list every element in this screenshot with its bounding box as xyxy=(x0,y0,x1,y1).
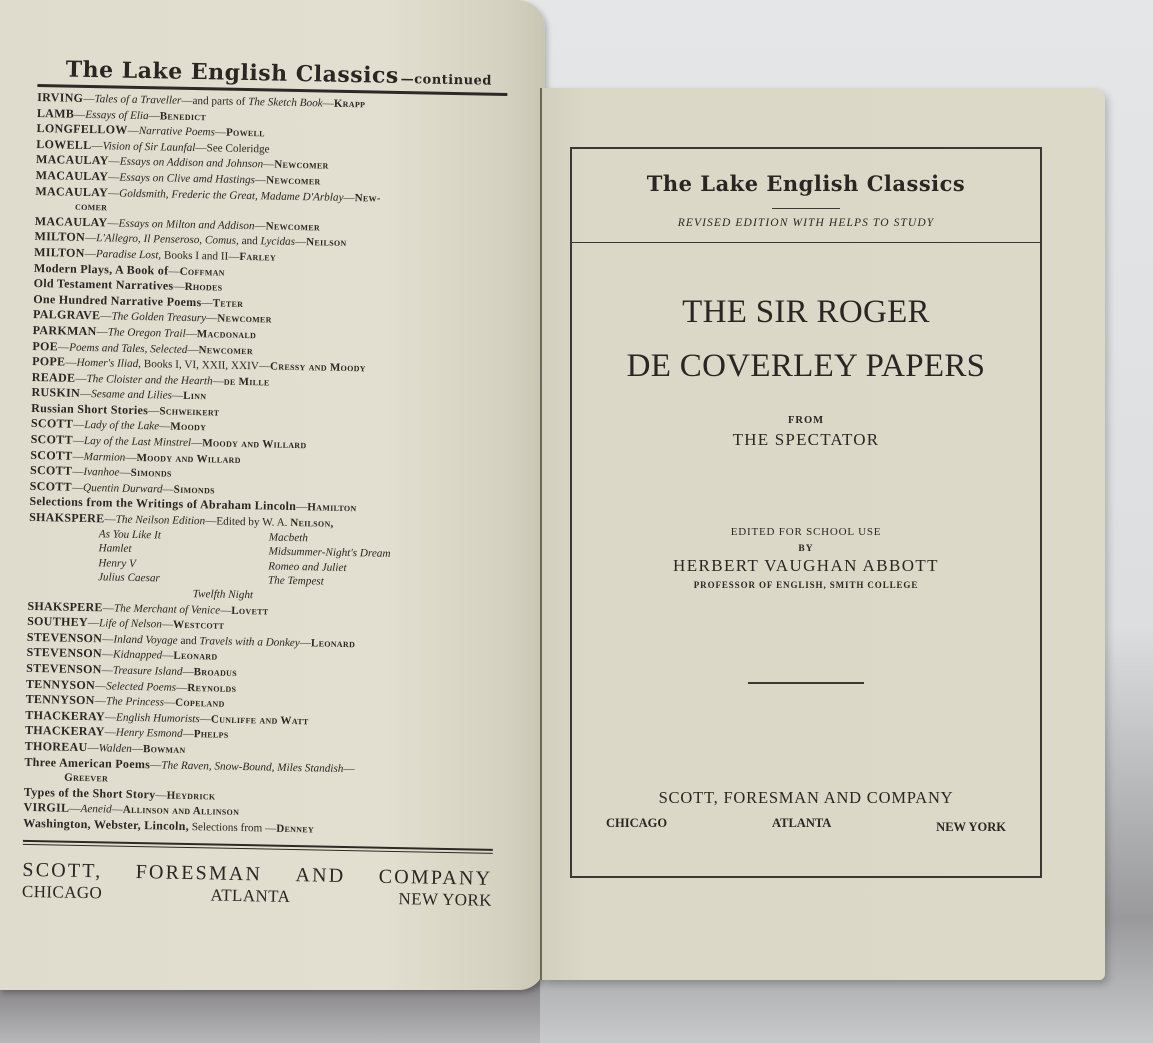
em-dash: — xyxy=(173,280,185,293)
entry-author: SOUTHEY xyxy=(27,614,89,630)
entry-work: Poems and Tales, Selected xyxy=(69,341,188,356)
em-dash: — xyxy=(187,343,199,356)
entry-work: Essays on Clive amd Hastings xyxy=(119,171,256,187)
em-dash: — xyxy=(107,217,119,230)
ornamental-rule xyxy=(748,682,864,684)
em-dash: — xyxy=(190,437,203,450)
entry-work: Inland Voyage xyxy=(113,633,178,647)
em-dash: — xyxy=(155,789,167,802)
em-dash: — xyxy=(104,711,117,724)
city-atlanta: ATLANTA xyxy=(210,884,291,906)
entry-work: The Cloister and the Hearth xyxy=(86,372,213,388)
entry-editor: Schweikert xyxy=(159,405,220,419)
city-chicago: CHICAGO xyxy=(21,881,103,902)
by-label: BY xyxy=(798,544,814,554)
entry-editor: Coffman xyxy=(179,265,225,279)
publisher-word: FORESMAN xyxy=(135,860,263,885)
entry-work: Aeneid xyxy=(80,803,112,816)
entry-author: TENNYSON xyxy=(25,676,96,692)
entry-editor: Greever xyxy=(64,771,109,785)
entry-editor: Hamilton xyxy=(307,501,357,515)
play-title: Hamlet xyxy=(98,542,132,556)
entry-author: THACKERAY xyxy=(24,723,105,739)
entry-work-2: Lycidas xyxy=(260,235,296,249)
entry-work: Selected Poems xyxy=(106,679,177,694)
em-dash: — xyxy=(127,124,139,138)
entry-author: SCOTT xyxy=(30,431,73,447)
entry-author: STEVENSON xyxy=(26,660,102,677)
em-dash: — xyxy=(162,483,174,496)
entry-extra: Books I, VI, XXII, XXIV xyxy=(140,358,260,373)
entry-work: The Merchant of Venice xyxy=(113,602,221,617)
entry-editor: Phelps xyxy=(193,728,229,742)
em-dash: — xyxy=(182,665,194,679)
entry-editor: Heydrick xyxy=(166,789,216,803)
em-dash: — xyxy=(171,389,184,403)
entry-work: Paradise Lost, xyxy=(95,248,162,262)
entry-author: THOREAU xyxy=(24,738,88,755)
book-title xyxy=(572,285,1040,393)
entry-extra: and xyxy=(238,235,261,248)
em-dash: — xyxy=(214,126,227,139)
entry-editor: Reynolds xyxy=(187,681,237,695)
entry-extra: —Edited by W. A. xyxy=(205,515,291,529)
entry-work: Sesame and Lilies xyxy=(91,388,173,402)
entry-author: LAMB xyxy=(36,105,75,121)
em-dash: — xyxy=(72,465,84,479)
entry-author: POE xyxy=(32,338,59,353)
em-dash: — xyxy=(163,696,176,709)
entry-author: SHAKSPERE xyxy=(29,509,105,526)
em-dash: — xyxy=(72,450,84,463)
entry-work: Life of Nelson xyxy=(98,617,162,631)
em-dash: — xyxy=(228,250,240,263)
entry-extra: Books I and II xyxy=(161,249,229,263)
footer-double-rule xyxy=(23,839,493,853)
entry-author: POPE xyxy=(32,354,66,369)
entry-author: LOWELL xyxy=(36,136,92,152)
series-list xyxy=(22,56,508,910)
em-dash: — xyxy=(72,419,85,432)
book-title-line-2: DE COVERLEY PAPERS xyxy=(626,348,986,384)
left-page xyxy=(0,0,545,990)
entry-work: Vision of Sir Launfal xyxy=(102,140,196,154)
entry-author: MACAULAY xyxy=(35,183,109,199)
entry-editor: Moody xyxy=(170,421,207,434)
entry-author: STEVENSON xyxy=(26,629,103,646)
entry-work: Marmion xyxy=(83,450,126,464)
entry-editor: Krapp xyxy=(333,97,366,111)
entry-author: SCOTT xyxy=(30,447,73,463)
em-dash: — xyxy=(84,247,97,261)
em-dash: — xyxy=(104,513,116,526)
entry-author: MACAULAY xyxy=(35,167,109,184)
em-dash: — xyxy=(201,296,213,310)
entry-editor: comer xyxy=(74,200,108,214)
em-dash: — xyxy=(258,360,271,373)
entry-author: STEVENSON xyxy=(26,645,103,661)
entry-work-2: The Sketch Book xyxy=(248,96,323,110)
entry-author: PARKMAN xyxy=(32,322,97,339)
entry-editor: Broadus xyxy=(193,666,238,679)
em-dash: — xyxy=(84,232,97,245)
entry-editor: Leonard xyxy=(310,637,356,650)
entry-note: —See Coleridge xyxy=(195,141,270,156)
city-chicago: CHICAGO xyxy=(606,816,668,830)
em-dash: — xyxy=(102,601,115,615)
entry-author: SCOTT xyxy=(29,478,73,494)
entry-author: THACKERAY xyxy=(25,707,106,724)
entry-work: Treasure Island xyxy=(112,664,183,678)
book-title-line-1: THE SIR ROGER xyxy=(682,294,930,330)
em-dash: — xyxy=(168,265,180,278)
entry-work: Goldsmith, Frederic the Great, Madame D'Arblay xyxy=(119,187,344,204)
entry-editor: Cressy and Moody xyxy=(269,360,366,375)
play-title: Henry V xyxy=(98,557,136,570)
entry-editor: Benedict xyxy=(159,109,207,123)
edition-note: REVISED EDITION WITH HELPS TO STUDY xyxy=(677,217,935,229)
entry-author: Types of the Short Story xyxy=(23,784,156,802)
entry-author: Old Testament Narratives xyxy=(33,276,174,293)
entry-editor: Farley xyxy=(239,250,277,264)
entry-work: The Golden Treasury xyxy=(111,310,207,325)
publisher-word: COMPANY xyxy=(378,865,493,890)
em-dash: — xyxy=(94,695,107,708)
entry-editor: Teter xyxy=(212,297,244,310)
entry-author: MACAULAY xyxy=(35,152,109,168)
em-dash: — xyxy=(111,803,123,817)
entry-editor: Neilson, xyxy=(290,516,334,530)
entry-work: Essays on Addison and Johnson xyxy=(119,155,264,171)
entry-author: IRVING xyxy=(37,89,84,105)
em-dash: — xyxy=(104,726,116,739)
em-dash: — xyxy=(107,186,120,200)
em-dash: — xyxy=(254,219,266,233)
entry-editor: Macdonald xyxy=(196,328,257,342)
entry-work: Narrative Poems xyxy=(138,125,216,139)
em-dash: — xyxy=(108,171,120,184)
em-dash: — xyxy=(212,375,224,388)
entry-work: Lay of the Last Minstrel xyxy=(83,435,192,450)
em-dash: — xyxy=(254,174,267,187)
entry-author: Washington, Webster, Lincoln, xyxy=(23,815,190,833)
short-rule xyxy=(772,208,840,209)
shakespeare-plays-list xyxy=(28,526,499,608)
play-title: Romeo and Juliet xyxy=(268,560,347,574)
entry-work: The Princess xyxy=(105,695,165,709)
source-title: THE SPECTATOR xyxy=(732,430,880,449)
entry-work: Tales of a Traveller xyxy=(94,93,182,107)
em-dash: — xyxy=(101,664,113,677)
entry-extra: —and parts of xyxy=(181,94,249,109)
em-dash: — xyxy=(94,679,107,692)
em-dash: — xyxy=(182,728,194,741)
play-title: Midsummer-Night's Dream xyxy=(268,545,391,561)
em-dash: — xyxy=(102,633,114,646)
page-gutter xyxy=(540,88,542,980)
em-dash: — xyxy=(206,312,218,325)
entry-editor: Newcomer xyxy=(265,220,321,234)
em-dash: — xyxy=(131,742,144,756)
publisher-word: AND xyxy=(295,863,346,887)
entry-editor: Neilson xyxy=(306,236,347,250)
entry-author: LONGFELLOW xyxy=(36,121,128,137)
em-dash: — xyxy=(57,340,70,354)
entry-work: L'Allegro, Il Penseroso, Comus, xyxy=(96,232,239,248)
entry-editor: Denney xyxy=(276,822,315,836)
em-dash: — xyxy=(65,356,77,369)
entry-editor: Cunliffe and Watt xyxy=(210,713,309,728)
em-dash: — xyxy=(73,108,86,121)
entry-work-2: Travels with a Donkey xyxy=(199,634,300,649)
entry-author: MACAULAY xyxy=(34,213,108,230)
header-divider xyxy=(572,242,1040,243)
entry-author: SCOTT xyxy=(29,463,73,478)
em-dash: — xyxy=(72,434,85,448)
publisher-name: SCOTT, FORESMAN AND COMPANY xyxy=(658,788,954,807)
em-dash: — xyxy=(322,97,334,110)
entry-editor: Linn xyxy=(183,390,207,403)
entry-extra: Selections from xyxy=(188,820,266,835)
em-dash: — xyxy=(264,822,277,835)
play-title: The Tempest xyxy=(267,574,324,588)
play-title: Julius Caesar xyxy=(97,571,160,585)
play-title: Twelfth Night xyxy=(192,588,254,602)
entry-work: Lady of the Lake xyxy=(84,419,160,433)
em-dash: — xyxy=(162,649,174,663)
edited-for-label: EDITED FOR SCHOOL USE xyxy=(730,526,882,538)
entry-editor: Newcomer xyxy=(274,158,329,172)
em-dash: — xyxy=(96,326,108,339)
entry-work: English Humorists xyxy=(115,711,200,725)
entry-editor: Leonard xyxy=(173,650,218,663)
series-title: The Lake English Classics xyxy=(65,56,400,89)
em-dash: — xyxy=(83,92,95,106)
em-dash: — xyxy=(79,388,92,401)
entry-editor: Allinson and Allinson xyxy=(122,804,240,819)
entry-extra: and xyxy=(177,634,200,647)
entry-work: Walden xyxy=(98,742,132,755)
em-dash: — xyxy=(75,372,87,385)
entry-editor: Westcott xyxy=(172,618,225,632)
entry-work: Essays of Elia xyxy=(85,108,149,122)
em-dash: — xyxy=(263,158,275,171)
entry-editor: Lovett xyxy=(231,604,269,618)
entry-editor: Simonds xyxy=(130,467,172,480)
from-label: FROM xyxy=(787,415,825,426)
em-dash: — xyxy=(220,604,232,617)
em-dash: — xyxy=(69,803,81,816)
entry-editor: Simonds xyxy=(173,483,215,497)
entry-author: Selections from the Writings of Abraham Lincoln xyxy=(29,494,297,514)
entry-author: VIRGIL xyxy=(23,800,70,816)
em-dash: — xyxy=(108,155,120,168)
em-dash: — xyxy=(91,139,103,153)
entry-author: MILTON xyxy=(34,229,86,245)
entry-editor: de Mille xyxy=(223,375,270,389)
publisher-word: SCOTT, xyxy=(22,858,103,882)
entry-editor: Newcomer xyxy=(217,312,272,326)
em-dash: — xyxy=(299,636,312,650)
entry-author: TENNYSON xyxy=(25,692,95,708)
entry-author: Russian Short Stories xyxy=(31,400,149,418)
em-dash: — xyxy=(185,327,197,341)
em-dash: — xyxy=(87,742,99,755)
entry-editor: Powell xyxy=(225,126,265,140)
city-new-york: NEW YORK xyxy=(936,820,1006,834)
entry-editor: Copeland xyxy=(175,696,225,710)
publisher-cities xyxy=(572,816,1040,834)
em-dash: — xyxy=(125,451,137,464)
entry-author: One Hundred Narrative Poems xyxy=(33,291,202,309)
em-dash: — xyxy=(175,681,188,694)
entry-author: READE xyxy=(31,369,76,385)
em-dash: — xyxy=(87,617,100,630)
em-dash: — xyxy=(199,712,212,726)
entry-author: Modern Plays, A Book of xyxy=(33,260,169,278)
entry-work: Homer's Iliad, xyxy=(76,356,142,371)
em-dash: — xyxy=(343,191,355,204)
em-dash: — xyxy=(71,481,84,494)
em-dash: — xyxy=(119,466,131,480)
entry-editor: Rhodes xyxy=(184,280,223,294)
entry-work: The Oregon Trail xyxy=(107,326,186,340)
em-dash: — xyxy=(159,420,171,434)
em-dash: — xyxy=(148,405,160,418)
em-dash: — xyxy=(296,501,308,514)
title-list xyxy=(29,90,507,535)
entry-author: SHAKSPERE xyxy=(27,598,103,614)
play-title: As You Like It xyxy=(98,527,162,542)
entry-work: Henry Esmond xyxy=(115,726,183,741)
em-dash: — xyxy=(343,762,355,775)
em-dash: — xyxy=(161,618,174,631)
series-title: The Lake English Classics xyxy=(646,171,966,196)
editor-affiliation: PROFESSOR OF ENGLISH, SMITH COLLEGE xyxy=(693,580,919,590)
entry-author: SCOTT xyxy=(30,416,74,432)
entry-editor: New- xyxy=(354,191,381,205)
title-page-frame xyxy=(570,147,1042,878)
entry-author: MILTON xyxy=(34,244,85,260)
entry-work: Ivanhoe xyxy=(83,466,120,479)
em-dash: — xyxy=(148,109,160,122)
entry-author: RUSKIN xyxy=(31,385,81,401)
entry-editor: Newcomer xyxy=(198,343,254,357)
entry-author: PALGRAVE xyxy=(32,307,101,323)
em-dash: — xyxy=(101,648,114,661)
entry-editor: Bowman xyxy=(142,743,186,756)
entry-work: The Raven, Snow-Bound, Miles Standish xyxy=(161,759,344,775)
entry-author: Three American Poems xyxy=(24,754,151,771)
continued-label: —continued xyxy=(400,71,493,89)
entry-work: Quentin Durward xyxy=(82,481,163,496)
city-atlanta: ATLANTA xyxy=(772,816,832,830)
entry-work: Kidnapped xyxy=(112,648,163,662)
editor-name: HERBERT VAUGHAN ABBOTT xyxy=(673,556,939,575)
city-new-york: NEW YORK xyxy=(398,888,493,910)
title-list-continued xyxy=(23,598,497,840)
entry-editor: Moody and Willard xyxy=(202,437,307,452)
entry-work: Essays on Milton and Addison xyxy=(118,217,255,232)
em-dash: — xyxy=(100,310,112,323)
em-dash: — xyxy=(150,758,162,772)
entry-editor: Moody and Willard xyxy=(136,451,241,466)
play-title: Macbeth xyxy=(268,531,309,544)
entry-editor: Newcomer xyxy=(266,174,321,188)
em-dash: — xyxy=(294,236,307,249)
entry-work: The Neilson Edition xyxy=(115,513,206,528)
